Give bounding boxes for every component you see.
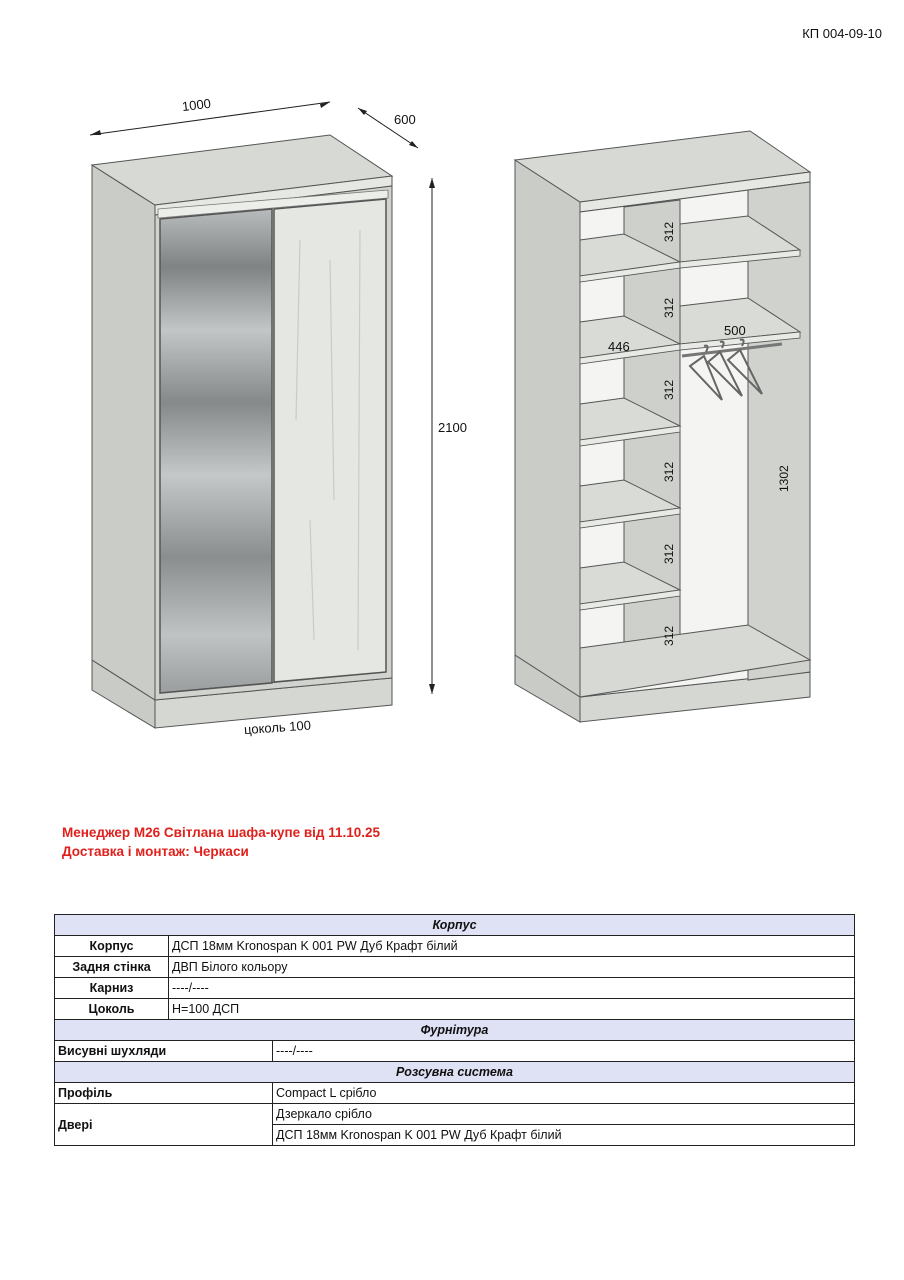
row-label: Цоколь [55,999,169,1020]
delivery-line: Доставка і монтаж: Черкаси [62,844,249,859]
shelf-gap-label: 312 [662,379,676,400]
sliding-section-header: Розсувна система [55,1062,855,1083]
left-section-width-label: 446 [608,339,630,354]
profile-value: Compact L срібло [273,1083,855,1104]
shelf-gap-label: 312 [662,543,676,564]
side-panel [92,165,155,700]
table-row [55,1104,855,1125]
table-row [55,978,855,999]
shelf-gap-label: 312 [662,625,676,646]
width-dimension [90,96,330,135]
height-dimension [429,178,467,694]
manager-line: Менеджер М26 Світлана шафа-купе від 11.10.25 [62,825,381,840]
document-code: КП 004-09-10 [802,26,882,41]
shelf-gap-label: 312 [662,297,676,318]
doors-label: Двері [55,1104,273,1146]
row-value: ДСП 18мм Kronospan K 001 PW Дуб Крафт білий [169,936,855,957]
doors-value: Дзеркало срібло [273,1104,855,1125]
open-wardrobe [515,131,810,722]
mirror-door [160,209,272,693]
row-value: Н=100 ДСП [169,999,855,1020]
shelf-gap-label: 312 [662,461,676,482]
table-row [55,1041,855,1062]
width-label: 1000 [181,95,212,115]
drawers-value: ----/---- [273,1041,855,1062]
row-value: ДВП Білого кольору [169,957,855,978]
right-section-width-label: 500 [724,323,746,338]
shelf-gap-label: 312 [662,221,676,242]
closed-wardrobe [92,135,392,728]
hardware-section-header: Фурнітура [55,1020,855,1041]
table-row [55,1083,855,1104]
depth-dimension [358,108,418,148]
drawers-label: Висувні шухляди [55,1041,273,1062]
table-row [55,936,855,957]
left-side-panel [515,160,580,697]
height-label: 2100 [438,420,467,435]
table-row [55,999,855,1020]
wardrobe-drawing [0,80,904,760]
hanging-height-label: 1302 [777,465,791,492]
row-label: Карниз [55,978,169,999]
doors-value: ДСП 18мм Kronospan K 001 PW Дуб Крафт білий [273,1125,855,1146]
row-label: Корпус [55,936,169,957]
korpus-section-header: Корпус [55,915,855,936]
table-row [55,957,855,978]
spec-table [54,914,855,1146]
row-value: ----/---- [169,978,855,999]
manager-note [62,823,380,861]
depth-label: 600 [394,112,416,127]
row-label: Задня стінка [55,957,169,978]
profile-label: Профіль [55,1083,273,1104]
plinth-label: цоколь 100 [243,717,312,738]
